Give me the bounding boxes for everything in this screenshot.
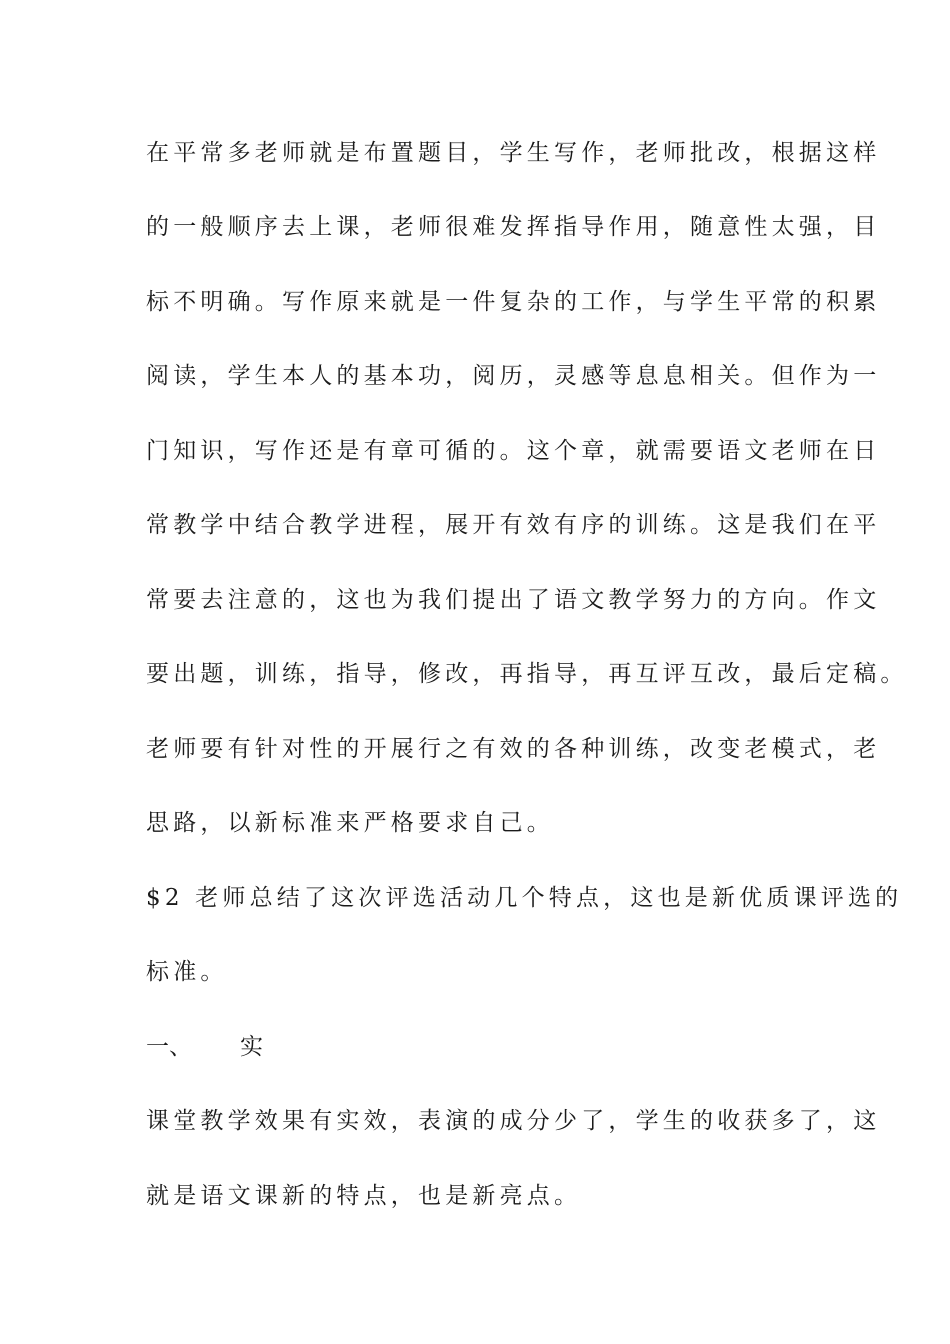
text-line: 就是语文课新的特点，也是新亮点。 xyxy=(146,1183,582,1209)
text-line: 在平常多老师就是布置题目，学生写作，老师批改，根据这样 xyxy=(146,140,881,166)
text-line: $2 老师总结了这次评选活动几个特点，这也是新优质课评选的 xyxy=(146,885,903,911)
text-line: 阅读，学生本人的基本功，阅历，灵感等息息相关。但作为一 xyxy=(146,363,881,389)
text-line: 课堂教学效果有实效，表演的成分少了，学生的收获多了，这 xyxy=(146,1108,881,1134)
text-line: 的一般顺序去上课，老师很难发挥指导作用，随意性太强，目 xyxy=(146,214,881,240)
text-line: 标不明确。写作原来就是一件复杂的工作，与学生平常的积累 xyxy=(146,289,881,315)
section-heading xyxy=(146,1032,263,1062)
text-line: 要出题，训练，指导，修改，再指导，再互评互改，最后定稿。 xyxy=(146,661,908,687)
section-title: 实 xyxy=(240,1034,263,1060)
text-line: 常要去注意的，这也为我们提出了语文教学努力的方向。作文 xyxy=(146,587,881,613)
text-line: 思路，以新标准来严格要求自己。 xyxy=(146,810,554,836)
text-line: 门知识，写作还是有章可循的。这个章，就需要语文老师在日 xyxy=(146,438,881,464)
text-line: 常教学中结合教学进程，展开有效有序的训练。这是我们在平 xyxy=(146,512,881,538)
text-line: 老师要有针对性的开展行之有效的各种训练，改变老模式，老 xyxy=(146,736,881,762)
section-number: 一、 xyxy=(146,1034,192,1060)
text-line: 标准。 xyxy=(146,959,228,985)
